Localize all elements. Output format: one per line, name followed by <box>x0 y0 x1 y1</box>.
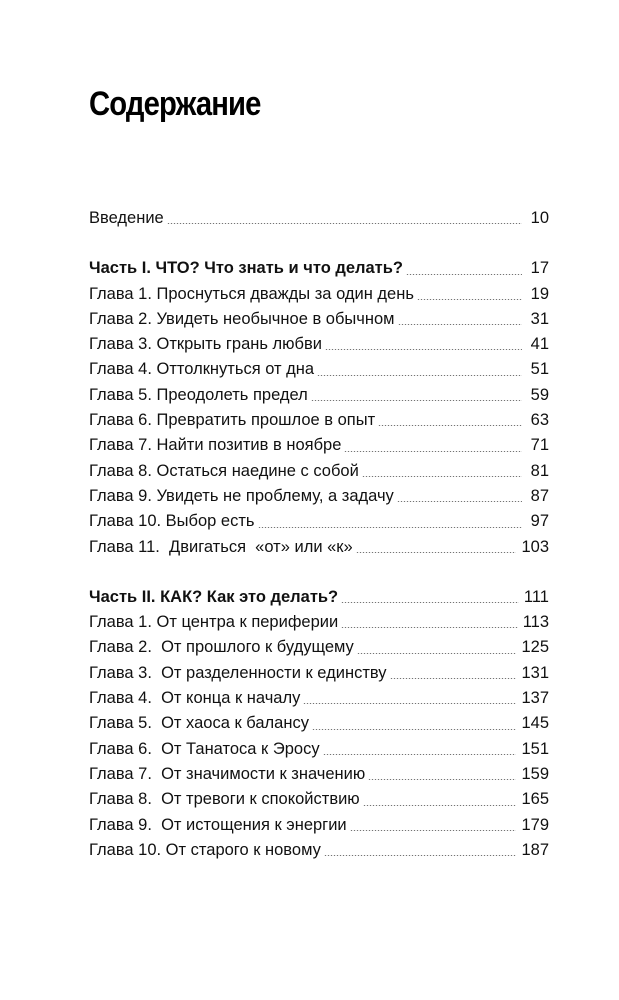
dotted-leader <box>325 349 522 350</box>
toc-entry-part2-chapter-2[interactable] <box>89 635 549 660</box>
toc-entry-part2-chapter-9[interactable] <box>89 813 549 838</box>
toc-entry-part1-chapter-9[interactable] <box>89 484 549 509</box>
dotted-leader <box>357 653 517 654</box>
toc-entry-page: 63 <box>530 411 549 430</box>
dotted-leader <box>317 375 522 376</box>
toc-entry-title: Глава 1. Проснуться дважды за один день <box>89 284 414 303</box>
toc-entry-part2-chapter-10[interactable] <box>89 838 549 863</box>
page-title: Содержание <box>89 85 261 123</box>
dotted-leader <box>363 805 517 806</box>
dotted-leader <box>398 324 522 325</box>
toc-entry-part1-chapter-8[interactable] <box>89 459 549 484</box>
toc-entry-page: 145 <box>521 714 549 733</box>
toc-entry-page: 137 <box>521 689 549 708</box>
toc-part-2[interactable] <box>89 585 549 610</box>
dotted-leader <box>167 223 522 224</box>
dotted-leader <box>312 729 517 730</box>
dotted-leader <box>341 602 519 603</box>
toc-entry-title: Глава 6. От Танатоса к Эросу <box>89 739 320 758</box>
toc-entry-page: 71 <box>530 436 549 455</box>
dotted-leader <box>350 830 517 831</box>
toc-entry-title: Введение <box>89 209 164 227</box>
toc-entry-title: Глава 8. Остаться наедине с собой <box>89 461 359 480</box>
toc-entry-title: Глава 8. От тревоги к спокойствию <box>89 790 360 809</box>
toc-part-page: 111 <box>523 587 549 606</box>
toc-entry-title: Глава 7. Найти позитив в ноябре <box>89 436 342 455</box>
toc-part-title: Часть I. ЧТО? Что знать и что делать? <box>89 259 403 278</box>
toc-entry-part2-chapter-7[interactable] <box>89 762 549 787</box>
toc-entry-page: 103 <box>521 537 549 556</box>
toc-entry-page: 125 <box>521 638 549 657</box>
dotted-leader <box>390 678 517 679</box>
toc-entry-title: Глава 3. От разделенности к единству <box>89 663 387 682</box>
toc-entry-part2-chapter-3[interactable] <box>89 661 549 686</box>
dotted-leader <box>362 476 522 477</box>
toc-entry-page: 41 <box>530 335 549 354</box>
toc-entry-page: 19 <box>530 284 549 303</box>
toc-entry-part2-chapter-8[interactable] <box>89 787 549 812</box>
toc-entry-part1-chapter-1[interactable] <box>89 282 549 307</box>
toc-entry-title: Глава 11. Двигаться «от» или «к» <box>89 537 353 556</box>
toc-entry-part2-chapter-1[interactable] <box>89 610 549 635</box>
toc-entry-title: Глава 1. От центра к периферии <box>89 613 339 632</box>
dotted-leader <box>258 527 522 528</box>
dotted-leader <box>417 299 522 300</box>
toc-entry-part2-chapter-4[interactable] <box>89 686 549 711</box>
toc-entry-page: 97 <box>530 512 549 531</box>
toc-entry-part1-chapter-3[interactable] <box>89 332 549 357</box>
toc-entry-page: 151 <box>521 739 549 758</box>
dotted-leader <box>344 451 522 452</box>
toc-entry-part1-chapter-7[interactable] <box>89 433 549 458</box>
toc-entry-page: 179 <box>521 815 549 834</box>
toc-entry-title: Глава 10. Выбор есть <box>89 512 255 531</box>
dotted-leader <box>341 627 517 628</box>
dotted-leader <box>397 501 522 502</box>
toc-entry-title: Глава 3. Открыть грань любви <box>89 335 322 354</box>
toc-entry-title: Глава 2. Увидеть необычное в обычном <box>89 309 395 328</box>
toc-entry-part1-chapter-2[interactable] <box>89 307 549 332</box>
toc-entry-part1-chapter-10[interactable] <box>89 509 549 534</box>
toc-part-1[interactable] <box>89 256 549 281</box>
toc-entry-introduction[interactable] <box>89 206 549 231</box>
toc-entry-part1-chapter-4[interactable] <box>89 357 549 382</box>
toc-entry-title: Глава 7. От значимости к значению <box>89 764 366 783</box>
dotted-leader <box>303 703 516 704</box>
toc-entry-page: 59 <box>530 385 549 404</box>
dotted-leader <box>311 400 522 401</box>
dotted-leader <box>378 425 522 426</box>
toc-entry-title: Глава 9. Увидеть не проблему, а задачу <box>89 486 394 505</box>
toc-entry-page: 165 <box>521 790 549 809</box>
toc-entry-title: Глава 10. От старого к новому <box>89 840 321 859</box>
toc-entry-title: Глава 6. Превратить прошлое в опыт <box>89 411 376 430</box>
toc-entry-page: 187 <box>521 840 549 859</box>
toc-entry-page: 131 <box>521 663 549 682</box>
toc-entry-title: Глава 5. Преодолеть предел <box>89 385 308 404</box>
toc-part-page: 17 <box>530 259 549 278</box>
toc-entry-page: 31 <box>530 309 549 328</box>
toc-entry-page: 51 <box>530 360 549 379</box>
toc-entry-page: 87 <box>530 486 549 505</box>
toc-entry-title: Глава 9. От истощения к энергии <box>89 815 347 834</box>
table-of-contents <box>89 206 549 863</box>
dotted-leader <box>406 274 522 275</box>
toc-entry-part1-chapter-6[interactable] <box>89 408 549 433</box>
dotted-leader <box>324 855 517 856</box>
toc-entry-title: Глава 4. Оттолкнуться от дна <box>89 360 315 379</box>
toc-entry-page: 159 <box>521 764 549 783</box>
toc-entry-title: Глава 2. От прошлого к будущему <box>89 638 354 657</box>
toc-entry-part2-chapter-5[interactable] <box>89 711 549 736</box>
toc-entry-page: 81 <box>530 461 549 480</box>
toc-entry-page: 10 <box>530 209 549 227</box>
toc-entry-part1-chapter-5[interactable] <box>89 383 549 408</box>
toc-entry-title: Глава 4. От конца к началу <box>89 689 301 708</box>
dotted-leader <box>356 552 517 553</box>
toc-entry-title: Глава 5. От хаоса к балансу <box>89 714 309 733</box>
dotted-leader <box>368 779 516 780</box>
toc-part-title: Часть II. КАК? Как это делать? <box>89 587 339 606</box>
toc-entry-part1-chapter-11[interactable] <box>89 535 549 560</box>
toc-entry-page: 113 <box>522 613 549 632</box>
toc-entry-part2-chapter-6[interactable] <box>89 737 549 762</box>
dotted-leader <box>323 754 517 755</box>
